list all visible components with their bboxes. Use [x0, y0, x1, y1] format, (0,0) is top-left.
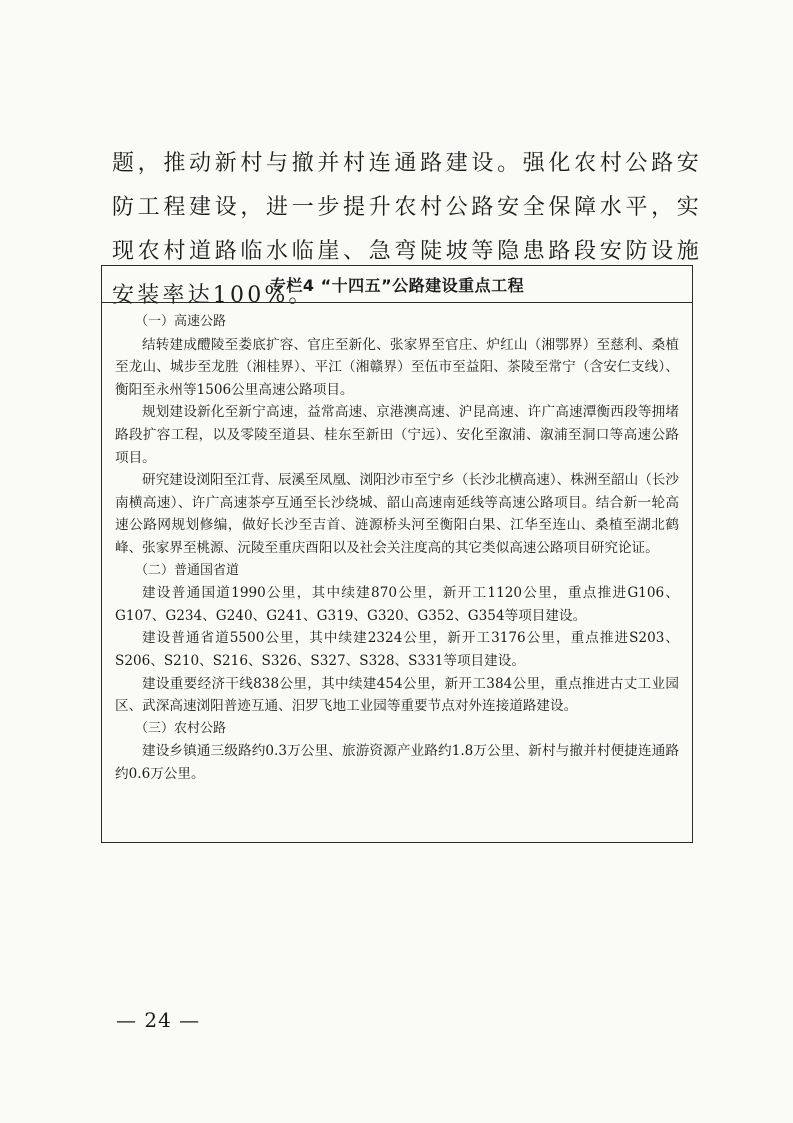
box-content [102, 303, 692, 785]
page-number: — 24 — [116, 1008, 201, 1032]
section-heading-expressway: （一）高速公路 [135, 314, 227, 329]
section-heading-national-provincial-roads: （二）普通国省道 [135, 562, 240, 578]
national-road-paragraph: 建设普通国道1990公里，其中续建870公里，新开工1120公里，重点推进G106、G107、G234、G240、G241、G319、G320、G352、G354等项目建设。 [115, 585, 679, 624]
economic-trunk-paragraph: 建设重要经济干线838公里，其中续建454公里，新开工384公里，重点推进古丈工业园区、武深高速浏阳普迹互通、汨罗飞地工业园等重要节点对外连接道路建设。 [115, 675, 679, 715]
expressway-paragraph-3: 研究建设浏阳至江背、辰溪至凤凰、浏阳沙市至宁乡（长沙北横高速）、株洲至韶山（长沙南横高速）、许广高速茶亭互通至长沙绕城、韶山高速南延线等高速公路项目。结合新一轮高速公路网规划修编，做好长沙至吉首、涟源桥头河至衡阳白果、江华至连山、桑植至湖北鹤峰、张家界至桃源、沅陵至重庆酉阳以及社会关注度高的其它类似高速公路项目研究论证。 [115, 472, 679, 556]
highlight-box [101, 265, 693, 843]
provincial-road-paragraph: 建设普通省道5500公里，其中续建2324公里，新开工3176公里，重点推进S203、S206、S210、S216、S326、S327、S328、S331等项目建设。 [115, 630, 679, 669]
box-title: 专栏4 “十四五”公路建设重点工程 [102, 266, 692, 303]
intro-paragraph: 题，推动新村与撤并村连通路建设。强化农村公路安防工程建设，进一步提升农村公路安全保障水平，实现农村道路临水临崖、急弯陡坡等隐患路段安防设施安装率达100%。 [112, 151, 702, 308]
expressway-paragraph-1: 结转建成醴陵至娄底扩容、官庄至新化、张家界至官庄、炉红山（湘鄂界）至慈利、桑植至龙山、城步至龙胜（湘桂界）、平江（湘赣界）至伍市至益阳、茶陵至常宁（含安仁支线）、衡阳至永州等1506公里高速公路项目。 [115, 336, 679, 398]
section-heading-rural-roads: （三）农村公路 [135, 720, 227, 736]
rural-road-paragraph: 建设乡镇通三级路约0.3万公里、旅游资源产业路约1.8万公里、新村与撤并村便捷连通路约0.6万公里。 [115, 743, 679, 782]
expressway-paragraph-2: 规划建设新化至新宁高速，益常高速、京港澳高速、沪昆高速、许广高速潭衡西段等拥堵路段扩容工程，以及零陵至道县、桂东至新田（宁远）、安化至溆浦、溆浦至洞口等高速公路项目。 [115, 404, 679, 466]
